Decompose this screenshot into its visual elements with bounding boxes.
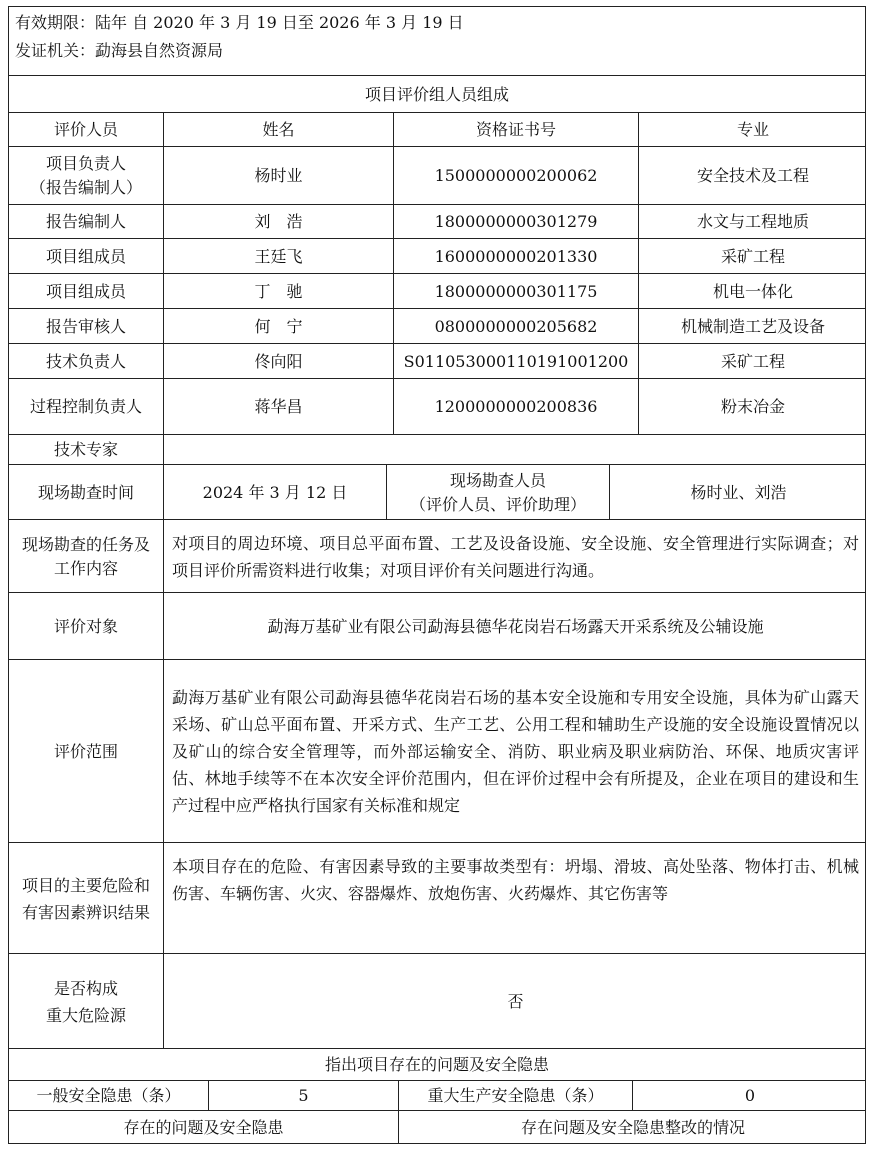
row-name: 丁 驰	[164, 274, 394, 309]
general-hazard-label: 一般安全隐患（条）	[9, 1081, 209, 1111]
row-role: 项目负责人 （报告编制人）	[9, 147, 164, 205]
object-value: 勐海万基矿业有限公司勐海县德华花岗岩石场露天开采系统及公辅设施	[267, 616, 764, 636]
issues-count-row	[9, 1080, 865, 1111]
survey-staff-value: 杨时业、刘浩	[690, 482, 787, 502]
row-name: 刘 浩	[164, 205, 394, 239]
table-row	[9, 204, 865, 239]
expert-value	[164, 435, 867, 465]
issuer-line: 发证机关：勐海县自然资源局	[15, 41, 224, 60]
row-name: 蒋华昌	[164, 379, 394, 435]
team-section-title: 项目评价组人员组成	[364, 84, 509, 104]
issues-title: 指出项目存在的问题及安全隐患	[324, 1055, 549, 1074]
table-row	[9, 308, 865, 344]
row-cert: 1800000000301175	[394, 274, 639, 309]
table-row	[9, 273, 865, 309]
row-major: 水文与工程地质	[696, 212, 809, 231]
survey-task-cell	[164, 520, 867, 593]
major-hazard-count-label: 重大生产安全隐患（条）	[399, 1081, 633, 1111]
scope-cell	[164, 660, 867, 843]
hazard-cell	[164, 843, 867, 954]
row-cert: 0800000000205682	[394, 309, 639, 344]
team-header-row	[9, 112, 865, 147]
row-major: 采矿工程	[720, 351, 785, 371]
validity-line: 有效期限：陆年 自 2020 年 3 月 19 日至 2026 年 3 月 19 日	[15, 13, 464, 32]
row-major: 采矿工程	[720, 246, 785, 266]
row-major: 安全技术及工程	[696, 166, 809, 185]
survey-task-row	[9, 519, 865, 593]
row-role: 项目组成员	[9, 274, 164, 309]
document-table	[8, 6, 866, 1144]
expert-row	[9, 434, 865, 465]
issues-list-label: 存在的问题及安全隐患	[9, 1111, 399, 1144]
row-role: 项目组成员	[9, 239, 164, 274]
team-title-row	[9, 75, 865, 113]
col-role: 评价人员	[9, 113, 164, 147]
row-major: 粉末冶金	[720, 397, 785, 416]
major-hazard-label: 是否构成 重大危险源	[9, 954, 164, 1049]
scope-value: 勐海万基矿业有限公司勐海县德华花岗岩石场的基本安全设施和专用安全设施，具体为矿山露天采场、矿山总平面布置、开采方式、生产工艺、公用工程和辅助生产设施的安全设施设置情况以及矿山的综合安全管理等，而外部运输安全、消防、职业病及职业病防治、环保、地质灾害评估、林地手续等不在本次安全评价范围内，但在评价过程中会有所提及，企业在项目的建设和生产过程中应严格执行国家有关标准和规定	[172, 688, 859, 815]
row-cert: S011053000110191001200	[394, 344, 639, 379]
survey-staff-label: 现场勘查人员 （评价人员、评价助理）	[387, 465, 610, 520]
row-name: 王廷飞	[164, 239, 394, 274]
row-role: 报告审核人	[9, 309, 164, 344]
issues-title-row	[9, 1048, 865, 1081]
table-row	[9, 146, 865, 205]
row-cert: 1200000000200836	[394, 379, 639, 435]
row-cert: 1500000000200062	[394, 147, 639, 205]
scope-label: 评价范围	[9, 660, 164, 843]
survey-row	[9, 464, 865, 520]
major-hazard-value: 否	[507, 991, 524, 1011]
row-name: 佟向阳	[164, 344, 394, 379]
row-major: 机电一体化	[712, 281, 793, 301]
col-cert: 资格证书号	[394, 113, 639, 147]
row-name: 何 宁	[164, 309, 394, 344]
row-major: 机械制造工艺及设备	[680, 316, 825, 336]
row-role: 技术负责人	[9, 344, 164, 379]
expert-label: 技术专家	[9, 435, 164, 465]
issues-header-row	[9, 1110, 865, 1144]
row-role: 过程控制负责人	[9, 379, 164, 435]
survey-time-value: 2024 年 3 月 12 日	[164, 465, 387, 520]
col-name: 姓名	[164, 113, 394, 147]
table-row	[9, 238, 865, 274]
object-label: 评价对象	[9, 593, 164, 660]
general-hazard-value: 5	[209, 1081, 399, 1111]
row-role: 报告编制人	[9, 205, 164, 239]
col-major: 专业	[736, 120, 769, 139]
table-row	[9, 378, 865, 435]
hazard-row	[9, 842, 865, 954]
row-name: 杨时业	[164, 147, 394, 205]
row-cert: 1800000000301279	[394, 205, 639, 239]
scope-row	[9, 659, 865, 843]
row-cert: 1600000000201330	[394, 239, 639, 274]
hazard-value: 本项目存在的危险、有害因素导致的主要事故类型有：坍塌、滑坡、高处坠落、物体打击、机械伤害、车辆伤害、火灾、容器爆炸、放炮伤害、火药爆炸、其它伤害等	[172, 857, 859, 903]
survey-task-label: 现场勘查的任务及工作内容	[9, 520, 164, 593]
major-hazard-count-value: 0	[744, 1086, 756, 1105]
major-hazard-row	[9, 953, 865, 1049]
object-row	[9, 592, 865, 660]
survey-time-label: 现场勘查时间	[9, 465, 164, 520]
issues-fix-label: 存在问题及安全隐患整改的情况	[520, 1117, 745, 1137]
table-row	[9, 343, 865, 379]
hazard-label: 项目的主要危险和有害因素辨识结果	[9, 843, 164, 954]
survey-task-value: 对项目的周边环境、项目总平面布置、工艺及设备设施、安全设施、安全管理进行实际调查；对项目评价所需资料进行收集；对项目评价有关问题进行沟通。	[172, 533, 859, 580]
